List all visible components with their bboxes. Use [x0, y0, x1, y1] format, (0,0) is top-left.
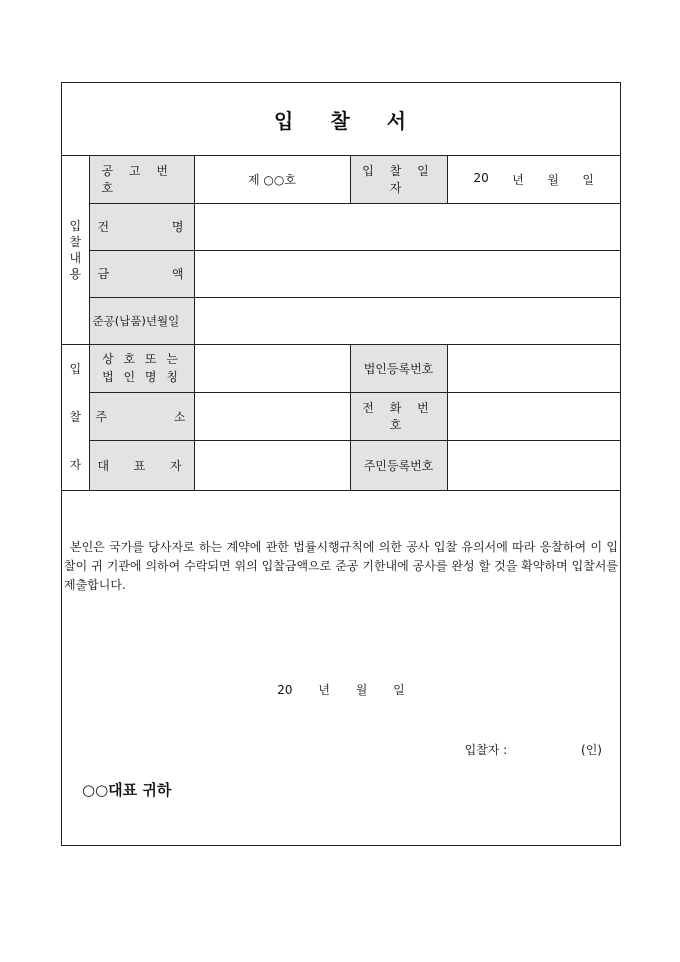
section-label-bid-content: 입 찰 내 용	[62, 156, 89, 344]
bid-form	[61, 82, 621, 846]
corp-reg-number-label: 법인등록번호	[350, 344, 447, 392]
item-name-value[interactable]	[194, 203, 620, 250]
bid-date-label: 입 찰 일 자	[350, 156, 447, 203]
resident-reg-number-label: 주민등록번호	[350, 440, 447, 490]
title-row	[62, 83, 620, 156]
company-name-value[interactable]	[194, 344, 350, 392]
bid-date-year: 20	[473, 170, 489, 185]
submission-date: 20 년 월 일	[277, 683, 405, 697]
completion-date-label: 준공(납품)년월일	[89, 297, 194, 344]
representative-value[interactable]	[194, 440, 350, 490]
bid-date-value[interactable]	[447, 156, 620, 203]
bidder-signature-line	[465, 741, 602, 758]
notice-number-label: 공 고 번 호	[89, 156, 194, 203]
bid-date-month-unit: 월	[547, 172, 559, 187]
bid-date-year-unit: 년	[512, 172, 524, 187]
address-value[interactable]	[194, 392, 350, 440]
amount-value[interactable]	[194, 250, 620, 297]
completion-date-value[interactable]	[194, 297, 620, 344]
corp-reg-number-value[interactable]	[447, 344, 620, 392]
bid-table	[62, 156, 620, 491]
section-label-bidder: 입 찰 자	[62, 344, 89, 490]
statement-text: 본인은 국가를 당사자로 하는 계약에 관한 법률시행규칙에 의한 공사 입찰 유의서에 따라 응찰하여 이 입찰이 귀 기관에 의하여 수락되면 위의 입찰금액으로 준공 기한내에 공사를 완성 할 것을 확약하며 입찰서를 제출합니다.	[64, 540, 618, 592]
address-label: 주 소	[89, 392, 194, 440]
seal-mark: (인)	[581, 743, 602, 757]
representative-label: 대 표 자	[89, 440, 194, 490]
amount-label: 금 액	[89, 250, 194, 297]
phone-number-label: 전 화 번 호	[350, 392, 447, 440]
resident-reg-number-value[interactable]	[447, 440, 620, 490]
bidder-label: 입찰자 :	[464, 743, 508, 757]
company-name-label: 상 호 또 는 법 인 명 칭	[89, 344, 194, 392]
form-title: 입 찰 서	[274, 108, 408, 133]
item-name-label: 건 명	[89, 203, 194, 250]
bid-date-day-unit: 일	[582, 172, 594, 187]
notice-number-value[interactable]: 제 ○○호	[194, 156, 350, 203]
addressee: ○○대표 귀하	[82, 781, 172, 799]
phone-number-value[interactable]	[447, 392, 620, 440]
